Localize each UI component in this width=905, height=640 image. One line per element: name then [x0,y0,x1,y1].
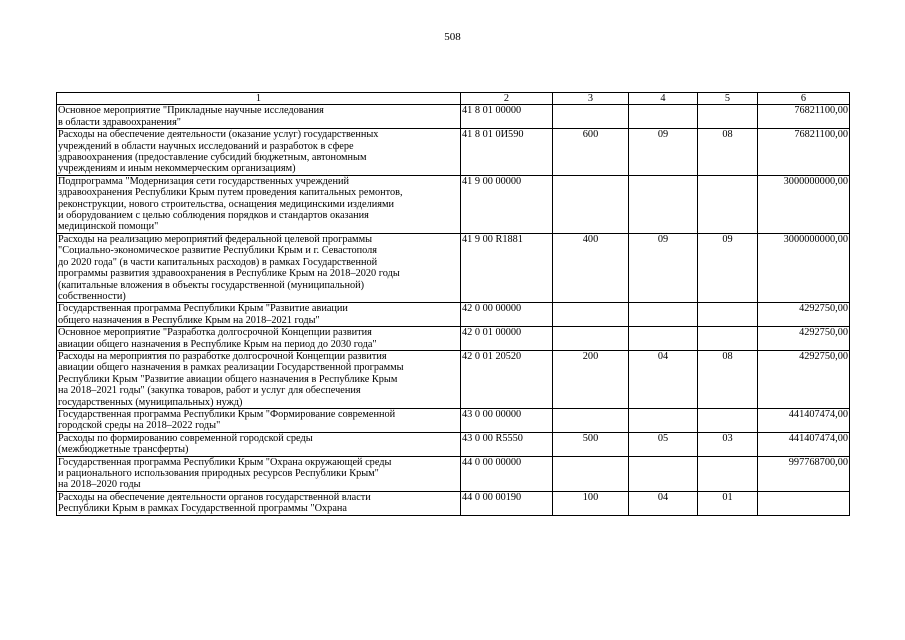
row-amount-cell: 76821100,00 [758,105,850,129]
row-section-cell [629,105,698,129]
row-subsection-cell [698,303,758,327]
table-row [57,303,850,327]
row-section-cell [629,175,698,233]
row-expense-type-cell: 500 [553,432,629,456]
row-amount-cell: 997768700,00 [758,456,850,491]
table-row [57,350,850,408]
column-header: 6 [758,93,850,105]
row-name-cell: Государственная программа Республики Крым "Охрана окружающей среды и рационального использования природных ресурсов Республики Крым" на 2018–2020 годы [57,456,461,491]
row-code-cell: 41 8 01 00000 [461,105,553,129]
table-row [57,233,850,302]
row-code-cell: 41 8 01 0И590 [461,129,553,176]
row-expense-type-cell [553,327,629,351]
row-name-cell: Расходы по формированию современной городской среды (межбюджетные трансферты) [57,432,461,456]
row-subsection-cell [698,408,758,432]
row-name-cell: Расходы на мероприятия по разработке долгосрочной Концепции развития авиации общего назначения в рамках реализации Государственной программы Республики Крым "Развитие авиации общего назначения в Республике Крым на 2018–2021 годы" (закупка товаров, работ и услуг для обеспечения государственных (муниципальных) нужд) [57,350,461,408]
column-header: 5 [698,93,758,105]
row-amount-cell [758,491,850,515]
row-code-cell: 42 0 01 20520 [461,350,553,408]
row-name-cell: Основное мероприятие "Прикладные научные исследования в области здравоохранения" [57,105,461,129]
row-subsection-cell [698,327,758,351]
row-section-cell: 04 [629,491,698,515]
row-section-cell [629,303,698,327]
row-code-cell: 42 0 00 00000 [461,303,553,327]
row-code-cell: 43 0 00 R5550 [461,432,553,456]
row-subsection-cell [698,456,758,491]
row-subsection-cell: 03 [698,432,758,456]
row-section-cell: 05 [629,432,698,456]
row-amount-cell: 441407474,00 [758,432,850,456]
column-header: 4 [629,93,698,105]
row-code-cell: 42 0 01 00000 [461,327,553,351]
budget-table [56,92,850,516]
row-code-cell: 41 9 00 R1881 [461,233,553,302]
row-name-cell: Основное мероприятие "Разработка долгосрочной Концепции развития авиации общего назначения в Республике Крым на период до 2030 года" [57,327,461,351]
row-expense-type-cell: 200 [553,350,629,408]
table-row [57,175,850,233]
row-name-cell: Расходы на обеспечение деятельности (оказание услуг) государственных учреждений в области научных исследований и разработок в сфере здравоохранения (предоставление субсидий бюджетным, автономным учреждениям и иным некоммерческим организациям) [57,129,461,176]
row-subsection-cell: 01 [698,491,758,515]
row-section-cell [629,327,698,351]
header-row [57,93,850,105]
row-amount-cell: 4292750,00 [758,327,850,351]
table-row [57,408,850,432]
row-expense-type-cell [553,105,629,129]
row-subsection-cell [698,175,758,233]
column-header: 2 [461,93,553,105]
row-expense-type-cell: 600 [553,129,629,176]
row-expense-type-cell [553,175,629,233]
row-amount-cell: 4292750,00 [758,303,850,327]
row-expense-type-cell [553,303,629,327]
row-amount-cell: 3000000000,00 [758,233,850,302]
table-row [57,491,850,515]
table-row [57,105,850,129]
row-subsection-cell: 08 [698,350,758,408]
row-section-cell: 09 [629,233,698,302]
row-name-cell: Расходы на обеспечение деятельности органов государственной власти Республики Крым в рамках Государственной программы "Охрана [57,491,461,515]
page-number: 508 [444,31,461,43]
row-expense-type-cell: 100 [553,491,629,515]
row-section-cell [629,408,698,432]
row-code-cell: 44 0 00 00000 [461,456,553,491]
row-name-cell: Государственная программа Республики Крым "Развитие авиации общего назначения в Республике Крым на 2018–2021 годы" [57,303,461,327]
row-amount-cell: 3000000000,00 [758,175,850,233]
row-name-cell: Расходы на реализацию мероприятий федеральной целевой программы "Социально-экономическое развитие Республики Крым и г. Севастополя до 2020 года" (в части капитальных расходов) в рамках Государственной программы развития здравоохранения в Республике Крым на 2018–2020 годы (капитальные вложения в объекты государственной (муниципальной) собственности) [57,233,461,302]
row-name-cell: Государственная программа Республики Крым "Формирование современной городской среды на 2018–2022 годы" [57,408,461,432]
row-subsection-cell [698,105,758,129]
row-expense-type-cell: 400 [553,233,629,302]
row-name-cell: Подпрограмма "Модернизация сети государственных учреждений здравоохранения Республики Крым путем проведения капитальных ремонтов, реконструкции, нового строительства, оснащения медицинскими изделиями и оборудованием с целью соблюдения порядков и стандартов оказания медицинской помощи" [57,175,461,233]
table-row [57,129,850,176]
row-section-cell: 09 [629,129,698,176]
row-code-cell: 43 0 00 00000 [461,408,553,432]
row-section-cell: 04 [629,350,698,408]
row-expense-type-cell [553,408,629,432]
row-amount-cell: 76821100,00 [758,129,850,176]
column-header: 3 [553,93,629,105]
row-amount-cell: 4292750,00 [758,350,850,408]
row-code-cell: 41 9 00 00000 [461,175,553,233]
row-subsection-cell: 08 [698,129,758,176]
row-amount-cell: 441407474,00 [758,408,850,432]
table-row [57,327,850,351]
table-row [57,456,850,491]
row-section-cell [629,456,698,491]
row-subsection-cell: 09 [698,233,758,302]
column-header: 1 [57,93,461,105]
table-row [57,432,850,456]
row-code-cell: 44 0 00 00190 [461,491,553,515]
row-expense-type-cell [553,456,629,491]
